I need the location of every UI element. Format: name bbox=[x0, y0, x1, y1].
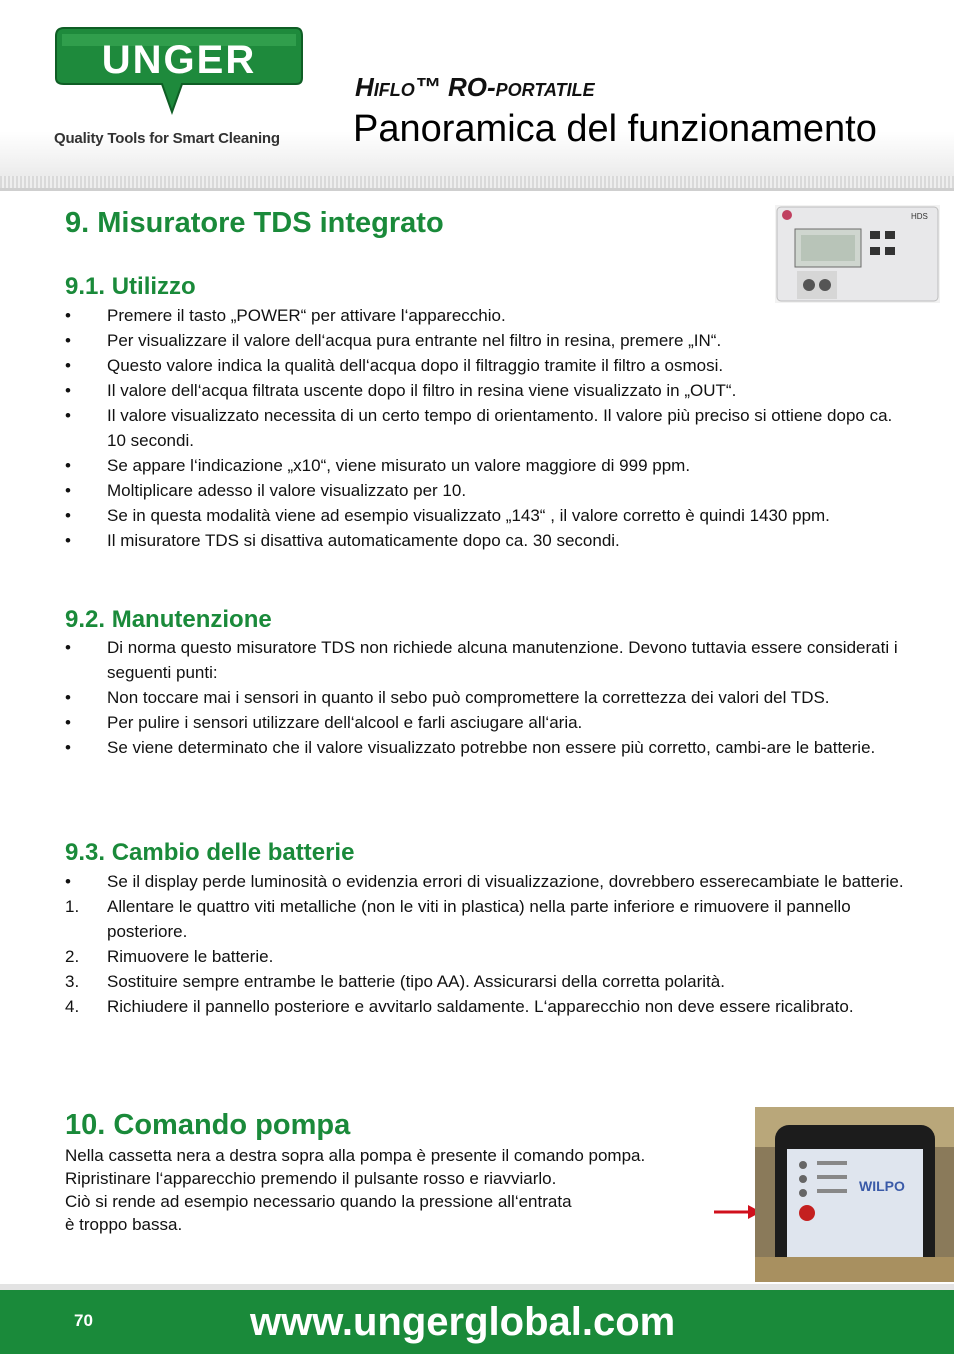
battery-heading: 9.3. Cambio delle batterie bbox=[65, 839, 355, 866]
svg-text:WILPO: WILPO bbox=[859, 1178, 905, 1194]
section-9-heading: 9. Misuratore TDS integrato bbox=[65, 207, 444, 239]
list-marker: • bbox=[65, 331, 71, 350]
product-name: HIFLO™ RO-PORTATILE bbox=[355, 72, 595, 102]
list-item-text: Sostituire sempre entrambe le batterie (tipo AA). Assicurarsi della corretta polarità. bbox=[107, 972, 725, 991]
list-marker: 1. bbox=[65, 897, 80, 916]
list-item bbox=[65, 969, 910, 994]
list-item bbox=[65, 528, 910, 553]
list-marker: • bbox=[65, 738, 71, 757]
page-number: 70 bbox=[74, 1311, 93, 1330]
usage-heading: 9.1. Utilizzo bbox=[65, 273, 196, 300]
list-item-text: Per visualizzare il valore dell‘acqua pura entrante nel filtro in resina, premere „IN“. bbox=[107, 331, 722, 350]
list-marker: 4. bbox=[65, 997, 80, 1016]
list-marker: • bbox=[65, 306, 71, 325]
list-item-text: Se il display perde luminosità o evidenzia errori di visualizzazione, dovrebbero esserecambiate le batterie. bbox=[107, 872, 904, 891]
list-marker: 2. bbox=[65, 947, 80, 966]
maintenance-list bbox=[65, 635, 910, 760]
list-item bbox=[65, 328, 910, 353]
list-item-text: Allentare le quattro viti metalliche (non le viti in plastica) nella parte inferiore e rimuovere il pannello posteriore. bbox=[107, 897, 851, 941]
page-title: Panoramica del funzionamento bbox=[353, 108, 877, 150]
list-marker: • bbox=[65, 456, 71, 475]
usage-list bbox=[65, 303, 910, 553]
list-marker: • bbox=[65, 638, 71, 657]
list-item bbox=[65, 353, 910, 378]
list-item bbox=[65, 403, 910, 453]
list-marker: • bbox=[65, 506, 71, 525]
list-item-text: Il valore dell‘acqua filtrata uscente dopo il filtro in resina viene visualizzato in „OUT“. bbox=[107, 381, 737, 400]
pump-text-line: Ripristinare l‘apparecchio premendo il pulsante rosso e riavviarlo. bbox=[65, 1169, 557, 1188]
list-item-text: Per pulire i sensori utilizzare dell‘alcool e farli asciugare all‘aria. bbox=[107, 713, 583, 732]
list-marker: • bbox=[65, 531, 71, 550]
pump-control-image bbox=[755, 1107, 954, 1282]
maintenance-heading: 9.2. Manutenzione bbox=[65, 606, 272, 633]
svg-text:HDS: HDS bbox=[911, 212, 928, 221]
list-item-text: Non toccare mai i sensori in quanto il sebo può compromettere la correttezza dei valori del TDS. bbox=[107, 688, 830, 707]
tagline: Quality Tools for Smart Cleaning bbox=[54, 130, 280, 147]
list-marker: • bbox=[65, 406, 71, 425]
unger-logo bbox=[52, 26, 304, 118]
list-marker: • bbox=[65, 356, 71, 375]
pump-text-line: è troppo bassa. bbox=[65, 1215, 183, 1234]
list-marker: • bbox=[65, 872, 71, 891]
battery-list bbox=[65, 869, 910, 1019]
section-10-heading: 10. Comando pompa bbox=[65, 1109, 351, 1141]
pump-text-line: Ciò si rende ad esempio necessario quando la pressione all‘entrata bbox=[65, 1192, 572, 1211]
list-item-text: Di norma questo misuratore TDS non richiede alcuna manutenzione. Devono tuttavia essere considerati i seguenti punti: bbox=[107, 638, 898, 682]
list-item-text: Il valore visualizzato necessita di un certo tempo di orientamento. Il valore più preciso si ottiene dopo ca. 10 secondi. bbox=[107, 406, 893, 450]
list-item bbox=[65, 944, 910, 969]
list-item-text: Se appare l‘indicazione „x10“, viene misurato un valore maggiore di 999 ppm. bbox=[107, 456, 691, 475]
list-item-text: Rimuovere le batterie. bbox=[107, 947, 274, 966]
pump-text-line: Nella cassetta nera a destra sopra alla pompa è presente il comando pompa. bbox=[65, 1146, 646, 1165]
list-item bbox=[65, 503, 910, 528]
list-item-text: Se viene determinato che il valore visualizzato potrebbe non essere più corretto, cambi-are le batterie. bbox=[107, 738, 876, 757]
svg-text:UNGER: UNGER bbox=[101, 38, 257, 82]
list-item bbox=[65, 478, 910, 503]
list-item-text: Il misuratore TDS si disattiva automaticamente dopo ca. 30 secondi. bbox=[107, 531, 620, 550]
page-header bbox=[0, 0, 954, 191]
list-marker: • bbox=[65, 481, 71, 500]
list-item bbox=[65, 994, 910, 1019]
list-item-text: Premere il tasto „POWER“ per attivare l‘apparecchio. bbox=[107, 306, 506, 325]
list-item bbox=[65, 869, 910, 894]
website-url[interactable]: www.ungerglobal.com bbox=[250, 1300, 676, 1344]
list-item bbox=[65, 453, 910, 478]
list-marker: • bbox=[65, 713, 71, 732]
tds-meter-image bbox=[775, 205, 940, 303]
header-divider bbox=[0, 176, 954, 188]
list-item-text: Questo valore indica la qualità dell‘acqua dopo il filtraggio tramite il filtro a osmosi. bbox=[107, 356, 724, 375]
list-marker: 3. bbox=[65, 972, 80, 991]
list-item-text: Se in questa modalità viene ad esempio visualizzato „143“ , il valore corretto è quindi 1430 ppm. bbox=[107, 506, 830, 525]
pump-text bbox=[65, 1144, 645, 1236]
list-item bbox=[65, 710, 910, 735]
list-item bbox=[65, 685, 910, 710]
list-item bbox=[65, 894, 910, 944]
list-item bbox=[65, 735, 910, 760]
list-item-text: Moltiplicare adesso il valore visualizzato per 10. bbox=[107, 481, 467, 500]
list-item-text: Richiudere il pannello posteriore e avvitarlo saldamente. L‘apparecchio non deve essere ricalibrato. bbox=[107, 997, 854, 1016]
list-item bbox=[65, 635, 910, 685]
list-item bbox=[65, 378, 910, 403]
list-item bbox=[65, 303, 910, 328]
list-marker: • bbox=[65, 381, 71, 400]
list-marker: • bbox=[65, 688, 71, 707]
